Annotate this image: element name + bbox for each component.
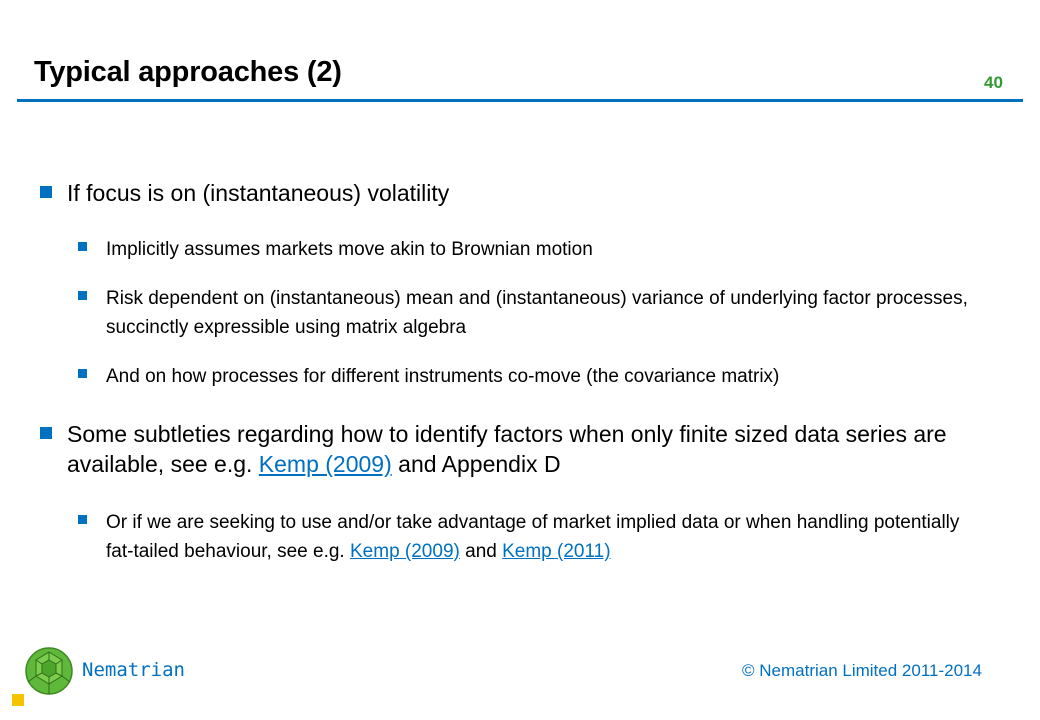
sub-bullet-text-middle: and — [465, 541, 497, 562]
kemp-2011-link[interactable]: Kemp (2011) — [502, 541, 611, 562]
green-polyhedron-logo-icon — [24, 646, 74, 696]
copyright-notice: © Nematrian Limited 2011-2014 — [742, 661, 982, 680]
bullet-text-before: Some subtleties regarding how to identify factors when only finite sized data series are available, see e.g. — [67, 421, 947, 477]
brand-name: Nematrian — [82, 659, 185, 681]
bullet-text-after: and Appendix D — [398, 451, 561, 477]
sub-bullet-text: And on how processes for different instruments co-move (the covariance matrix) — [106, 366, 780, 387]
bullet-text — [67, 419, 1007, 479]
square-bullet-icon — [78, 369, 87, 378]
slide-title: Typical approaches (2) — [34, 56, 342, 88]
sub-bullet-text: Risk dependent on (instantaneous) mean and (instantaneous) variance of underlying factor processes, succinctly expressible using matrix algebra — [106, 288, 968, 338]
kemp-2009-link[interactable]: Kemp (2009) — [350, 541, 460, 562]
sub-bullet-text — [106, 508, 986, 566]
square-bullet-icon — [40, 427, 52, 439]
square-bullet-icon — [78, 515, 87, 524]
title-divider — [17, 99, 1023, 102]
bullet-text: If focus is on (instantaneous) volatility — [67, 180, 450, 206]
slide-number: 40 — [984, 73, 1003, 92]
sub-bullet-text: Implicitly assumes markets move akin to Brownian motion — [106, 239, 593, 260]
yellow-square-icon — [12, 694, 24, 706]
kemp-2009-link[interactable]: Kemp (2009) — [258, 451, 392, 477]
square-bullet-icon — [78, 291, 87, 300]
square-bullet-icon — [78, 242, 87, 251]
square-bullet-icon — [40, 186, 52, 198]
sub-bullet-text-before: Or if we are seeking to use and/or take advantage of market implied data or when handling potentially fat-tailed behaviour, see e.g. — [106, 512, 960, 562]
